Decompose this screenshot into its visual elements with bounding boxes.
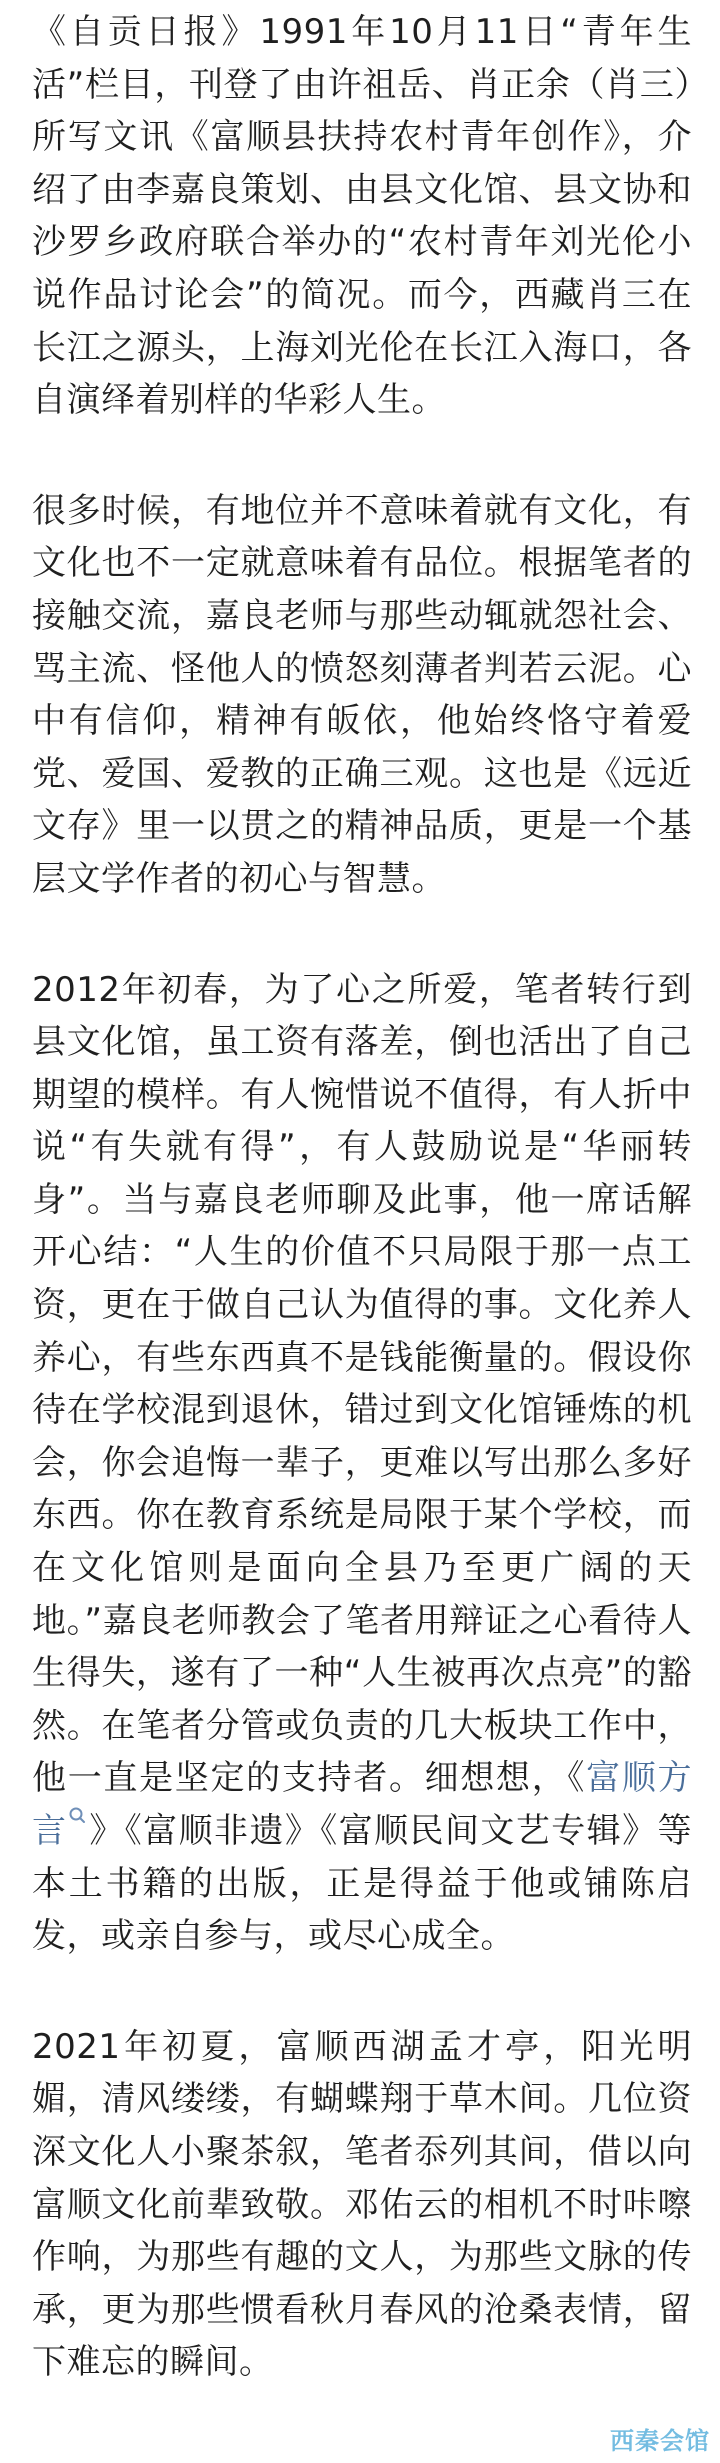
paragraph-4: 2021年初夏，富顺西湖孟才亭，阳光明媚，清风缕缕，有蝴蝶翔于草木间。几位资深文化人小聚茶叙，笔者忝列其间，借以向富顺文化前辈致敬。邓佑云的相机不时咔嚓作响，为那些有趣的文人，为那些文脉的传承，更为那些惯看秋月春风的沧桑表情，留下难忘的瞬间。	[32, 2026, 692, 2383]
search-link-label[interactable]: 富顺方言	[32, 1758, 693, 1851]
watermark	[610, 2423, 710, 2453]
article-body	[32, 6, 692, 2389]
watermark-text: 西秦会馆	[610, 2426, 710, 2455]
search-icon[interactable]	[68, 1806, 88, 1830]
paragraph-1: 《自贡日报》1991年10月11日“青年生活”栏目，刊登了由许祖岳、肖正余（肖三）所写文讯《富顺县扶持农村青年创作》，介绍了由李嘉良策划、由县文化馆、县文协和沙罗乡政府联合举办的“农村青年刘光伦小说作品讨论会”的简况。而今，西藏肖三在长江之源头，上海刘光伦在长江入海口，各自演绎着别样的华彩人生。	[32, 12, 692, 421]
paragraph-3-text-after: 》《富顺非遗》《富顺民间文艺专辑》等本土书籍的出版，正是得益于他或铺陈启发，或亲自参与，或尽心成全。	[32, 1811, 692, 1957]
paragraph-3	[32, 964, 692, 1963]
paragraph-2: 很多时候，有地位并不意味着就有文化，有文化也不一定就意味着有品位。根据笔者的接触交流，嘉良老师与那些动辄就怨社会、骂主流、怪他人的愤怒刻薄者判若云泥。心中有信仰，精神有皈依，他始终恪守着爱党、爱国、爱教的正确三观。这也是《远近文存》里一以贯之的精神品质，更是一个基层文学作者的初心与智慧。	[32, 490, 692, 899]
paragraph-3-text-before: 2012年初春，为了心之所爱，笔者转行到县文化馆，虽工资有落差，倒也活出了自己期望的模样。有人惋惜说不值得，有人折中说“有失就有得”，有人鼓励说是“华丽转身”。当与嘉良老师聊及此事，他一席话解开心结：“人生的价值不只局限于那一点工资，更在于做自己认为值得的事。文化养人养心，有些东西真不是钱能衡量的。假设你待在学校混到退休，错过到文化馆锤炼的机会，你会追悔一辈子，更难以写出那么多好东西。你在教育系统是局限于某个学校，而在文化馆则是面向全县乃至更广阔的天地。”嘉良老师教会了笔者用辩证之心看待人生得失，遂有了一种“人生被再次点亮”的豁然。在笔者分管或负责的几大板块工作中，他一直是坚定的支持者。细想想，《	[32, 969, 692, 1799]
